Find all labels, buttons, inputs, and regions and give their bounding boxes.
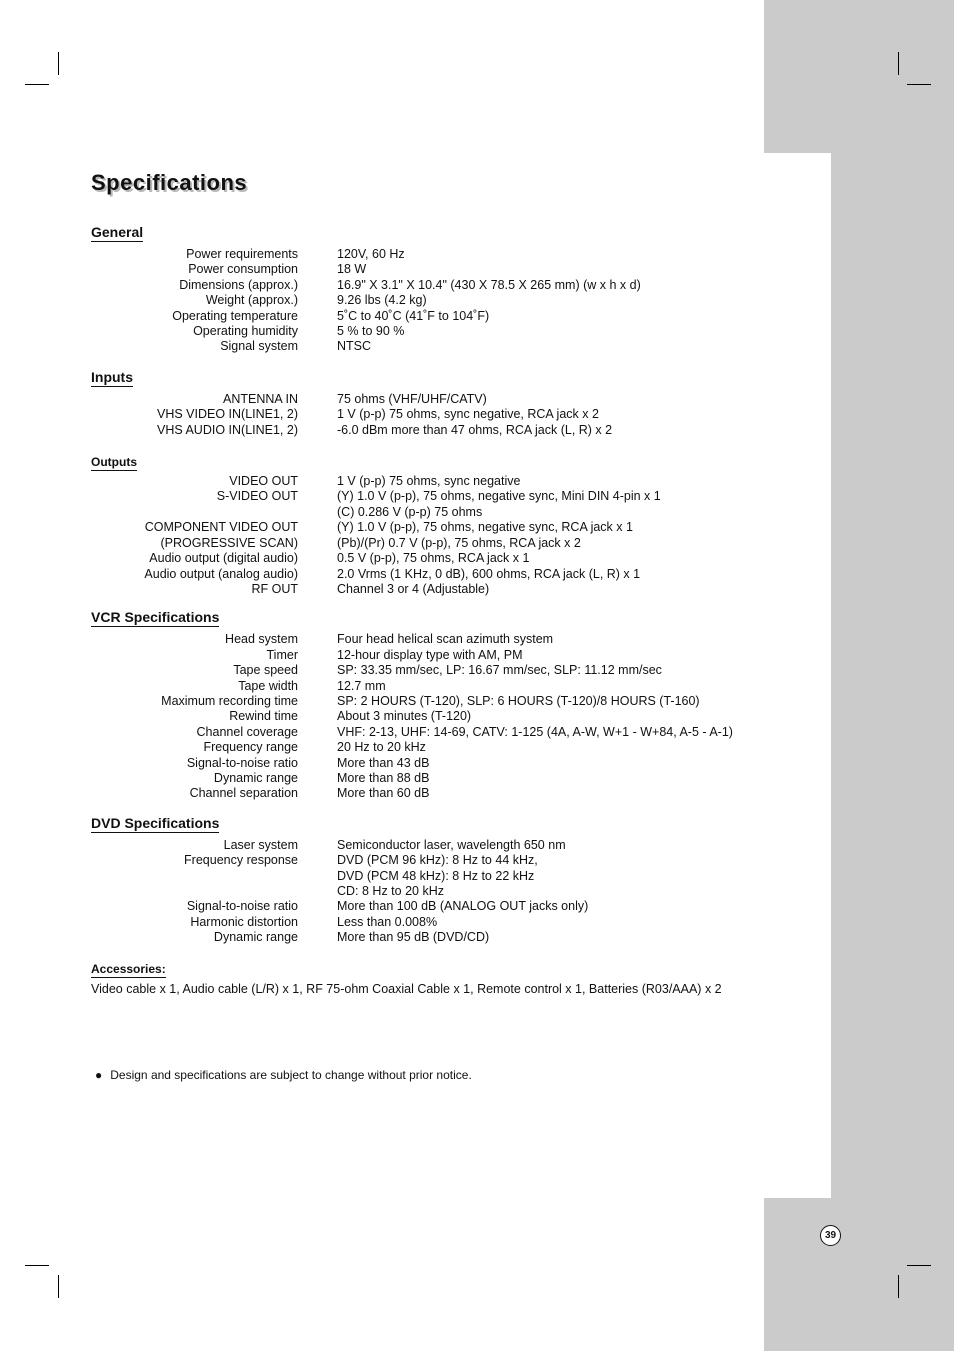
spec-label: Harmonic distortion xyxy=(190,914,298,929)
spec-value: More than 60 dB xyxy=(337,786,430,801)
page-title: Specifications xyxy=(91,170,248,195)
section-dvd-specifications xyxy=(91,815,756,946)
spec-value: 18 W xyxy=(337,262,367,277)
spec-value: (Y) 1.0 V (p-p), 75 ohms, negative sync, RCA jack x 1 xyxy=(337,520,633,535)
spec-value: 9.26 lbs (4.2 kg) xyxy=(337,293,427,308)
spec-label: Dimensions (approx.) xyxy=(179,277,298,292)
spec-label xyxy=(91,869,298,884)
spec-row xyxy=(91,567,756,582)
spec-label: Tape speed xyxy=(233,663,298,678)
spec-label: ANTENNA IN xyxy=(222,391,298,406)
spec-row xyxy=(91,520,756,535)
specifications-content xyxy=(91,224,756,997)
spec-row xyxy=(91,339,756,354)
spec-value: DVD (PCM 96 kHz): 8 Hz to 44 kHz, xyxy=(337,853,538,868)
spec-value: CD: 8 Hz to 20 kHz xyxy=(337,884,444,898)
spec-label: Rewind time xyxy=(229,709,298,724)
accessories-text: Video cable x 1, Audio cable (L/R) x 1, RF 75-ohm Coaxial Cable x 1, Remote control x 1, Batteries (R03/AAA) x 2 xyxy=(91,981,722,996)
accessories-heading: Accessories: xyxy=(91,961,166,976)
section-heading: Outputs xyxy=(91,455,137,470)
spec-row xyxy=(91,899,756,914)
spec-value: 20 Hz to 20 kHz xyxy=(337,740,426,755)
spec-value: DVD (PCM 48 kHz): 8 Hz to 22 kHz xyxy=(337,868,535,883)
spec-value: 0.5 V (p-p), 75 ohms, RCA jack x 1 xyxy=(337,551,530,566)
spec-row xyxy=(91,505,756,520)
spec-row xyxy=(91,474,756,489)
spec-label: Power consumption xyxy=(188,262,298,277)
spec-value: Channel 3 or 4 (Adjustable) xyxy=(337,581,490,596)
spec-row xyxy=(91,915,756,930)
section-inputs xyxy=(91,369,756,438)
spec-label: Signal system xyxy=(220,339,298,354)
spec-value: 12.7 mm xyxy=(337,678,386,693)
spec-value: SP: 2 HOURS (T-120), SLP: 6 HOURS (T-120)/8 HOURS (T-160) xyxy=(337,693,700,708)
spec-row xyxy=(91,869,756,884)
spec-value: VHF: 2-13, UHF: 14-69, CATV: 1-125 (4A, A-W, W+1 - W+84, A-5 - A-1) xyxy=(337,724,733,739)
spec-value: More than 43 dB xyxy=(337,755,430,770)
section-heading: General xyxy=(91,224,144,240)
spec-row xyxy=(91,853,756,868)
spec-label: Laser system xyxy=(223,837,298,852)
spec-value: 1 V (p-p) 75 ohms, sync negative, RCA jack x 2 xyxy=(337,407,599,422)
disclaimer-note xyxy=(95,1068,472,1082)
spec-row xyxy=(91,838,756,853)
spec-row xyxy=(91,709,756,724)
spec-row xyxy=(91,293,756,308)
spec-label: Audio output (digital audio) xyxy=(149,551,298,566)
spec-label: Dynamic range xyxy=(213,930,298,945)
crop-mark xyxy=(898,1275,899,1298)
section-vcr-specifications xyxy=(91,609,756,801)
crop-mark xyxy=(898,52,899,75)
spec-row xyxy=(91,632,756,647)
spec-row xyxy=(91,771,756,786)
spec-row xyxy=(91,725,756,740)
spec-label: S-VIDEO OUT xyxy=(216,489,298,504)
spec-label: Timer xyxy=(266,647,298,662)
spec-value: 1 V (p-p) 75 ohms, sync negative xyxy=(337,474,521,489)
spec-value: More than 100 dB (ANALOG OUT jacks only) xyxy=(337,899,589,914)
crop-mark xyxy=(25,1265,49,1266)
section-general xyxy=(91,224,756,355)
section-accessories xyxy=(91,960,756,997)
spec-value: (C) 0.286 V (p-p) 75 ohms xyxy=(337,504,483,519)
spec-label: Head system xyxy=(225,632,298,647)
bullet-icon: ● xyxy=(95,1068,103,1082)
section-outputs xyxy=(91,453,756,597)
spec-value: (Pb)/(Pr) 0.7 V (p-p), 75 ohms, RCA jack x 2 xyxy=(337,535,581,550)
spec-row xyxy=(91,663,756,678)
spec-row xyxy=(91,278,756,293)
spec-row xyxy=(91,309,756,324)
spec-value: 75 ohms (VHF/UHF/CATV) xyxy=(337,391,487,406)
side-panel-middle xyxy=(831,153,954,1198)
spec-row xyxy=(91,679,756,694)
spec-row xyxy=(91,694,756,709)
section-heading: DVD Specifications xyxy=(91,814,220,831)
spec-label: Channel separation xyxy=(189,786,298,801)
spec-label: Weight (approx.) xyxy=(205,293,298,308)
spec-label: RF OUT xyxy=(251,581,298,596)
spec-row xyxy=(91,648,756,663)
spec-label: Maximum recording time xyxy=(161,693,298,708)
spec-row xyxy=(91,884,756,899)
spec-row xyxy=(91,756,756,771)
spec-value: About 3 minutes (T-120) xyxy=(337,709,472,724)
spec-label: Frequency range xyxy=(203,740,298,755)
spec-value: -6.0 dBm more than 47 ohms, RCA jack (L, R) x 2 xyxy=(337,422,613,437)
spec-label: (PROGRESSIVE SCAN) xyxy=(160,535,298,550)
spec-row xyxy=(91,407,756,422)
crop-mark xyxy=(907,84,931,85)
spec-row xyxy=(91,740,756,755)
crop-mark xyxy=(58,1275,59,1298)
spec-row xyxy=(91,392,756,407)
note-text: Design and specifications are subject to change without prior notice. xyxy=(110,1068,472,1082)
spec-row xyxy=(91,551,756,566)
spec-label: Channel coverage xyxy=(196,724,298,739)
spec-label: Frequency response xyxy=(184,853,298,868)
spec-label: VIDEO OUT xyxy=(229,474,298,489)
spec-value: 5˚C to 40˚C (41˚F to 104˚F) xyxy=(337,308,490,323)
spec-value: Semiconductor laser, wavelength 650 nm xyxy=(337,837,566,852)
crop-mark xyxy=(25,84,49,85)
spec-label: Operating humidity xyxy=(193,324,298,339)
spec-value: More than 88 dB xyxy=(337,770,430,785)
spec-value: Four head helical scan azimuth system xyxy=(337,632,554,647)
spec-value: 12-hour display type with AM, PM xyxy=(337,647,523,662)
spec-row xyxy=(91,262,756,277)
spec-label: Audio output (analog audio) xyxy=(144,566,298,581)
spec-row xyxy=(91,324,756,339)
section-heading: VCR Specifications xyxy=(91,609,220,626)
spec-row xyxy=(91,930,756,945)
crop-mark xyxy=(907,1265,931,1266)
spec-label xyxy=(91,505,298,520)
spec-label: Operating temperature xyxy=(172,308,298,323)
spec-row xyxy=(91,247,756,262)
spec-label: COMPONENT VIDEO OUT xyxy=(144,520,298,535)
spec-row xyxy=(91,582,756,597)
spec-value: (Y) 1.0 V (p-p), 75 ohms, negative sync, Mini DIN 4-pin x 1 xyxy=(337,489,661,504)
spec-value: 120V, 60 Hz xyxy=(337,247,405,261)
spec-label xyxy=(91,884,298,899)
spec-row xyxy=(91,536,756,551)
spec-value: NTSC xyxy=(337,339,372,354)
spec-value: 5 % to 90 % xyxy=(337,324,405,339)
spec-label: VHS AUDIO IN(LINE1, 2) xyxy=(156,422,298,437)
spec-value: 2.0 Vrms (1 KHz, 0 dB), 600 ohms, RCA jack (L, R) x 1 xyxy=(337,566,641,581)
spec-value: SP: 33.35 mm/sec, LP: 16.67 mm/sec, SLP: 11.12 mm/sec xyxy=(337,663,662,678)
spec-row xyxy=(91,489,756,504)
spec-value: Less than 0.008% xyxy=(337,914,438,929)
spec-label: Signal-to-noise ratio xyxy=(186,899,298,914)
side-panel-bottom xyxy=(764,1198,954,1351)
page-number: 39 xyxy=(820,1225,841,1246)
spec-label: Tape width xyxy=(238,678,298,693)
spec-row xyxy=(91,423,756,438)
spec-label: Power requirements xyxy=(186,247,298,261)
section-heading: Inputs xyxy=(91,368,133,385)
spec-label: VHS VIDEO IN(LINE1, 2) xyxy=(156,407,298,422)
spec-label: Dynamic range xyxy=(213,770,298,785)
spec-value: More than 95 dB (DVD/CD) xyxy=(337,930,490,945)
side-panel-top xyxy=(764,0,954,153)
spec-row xyxy=(91,786,756,801)
spec-label: Signal-to-noise ratio xyxy=(186,755,298,770)
crop-mark xyxy=(58,52,59,75)
spec-value: 16.9" X 3.1" X 10.4" (430 X 78.5 X 265 mm) (w x h x d) xyxy=(337,277,641,292)
